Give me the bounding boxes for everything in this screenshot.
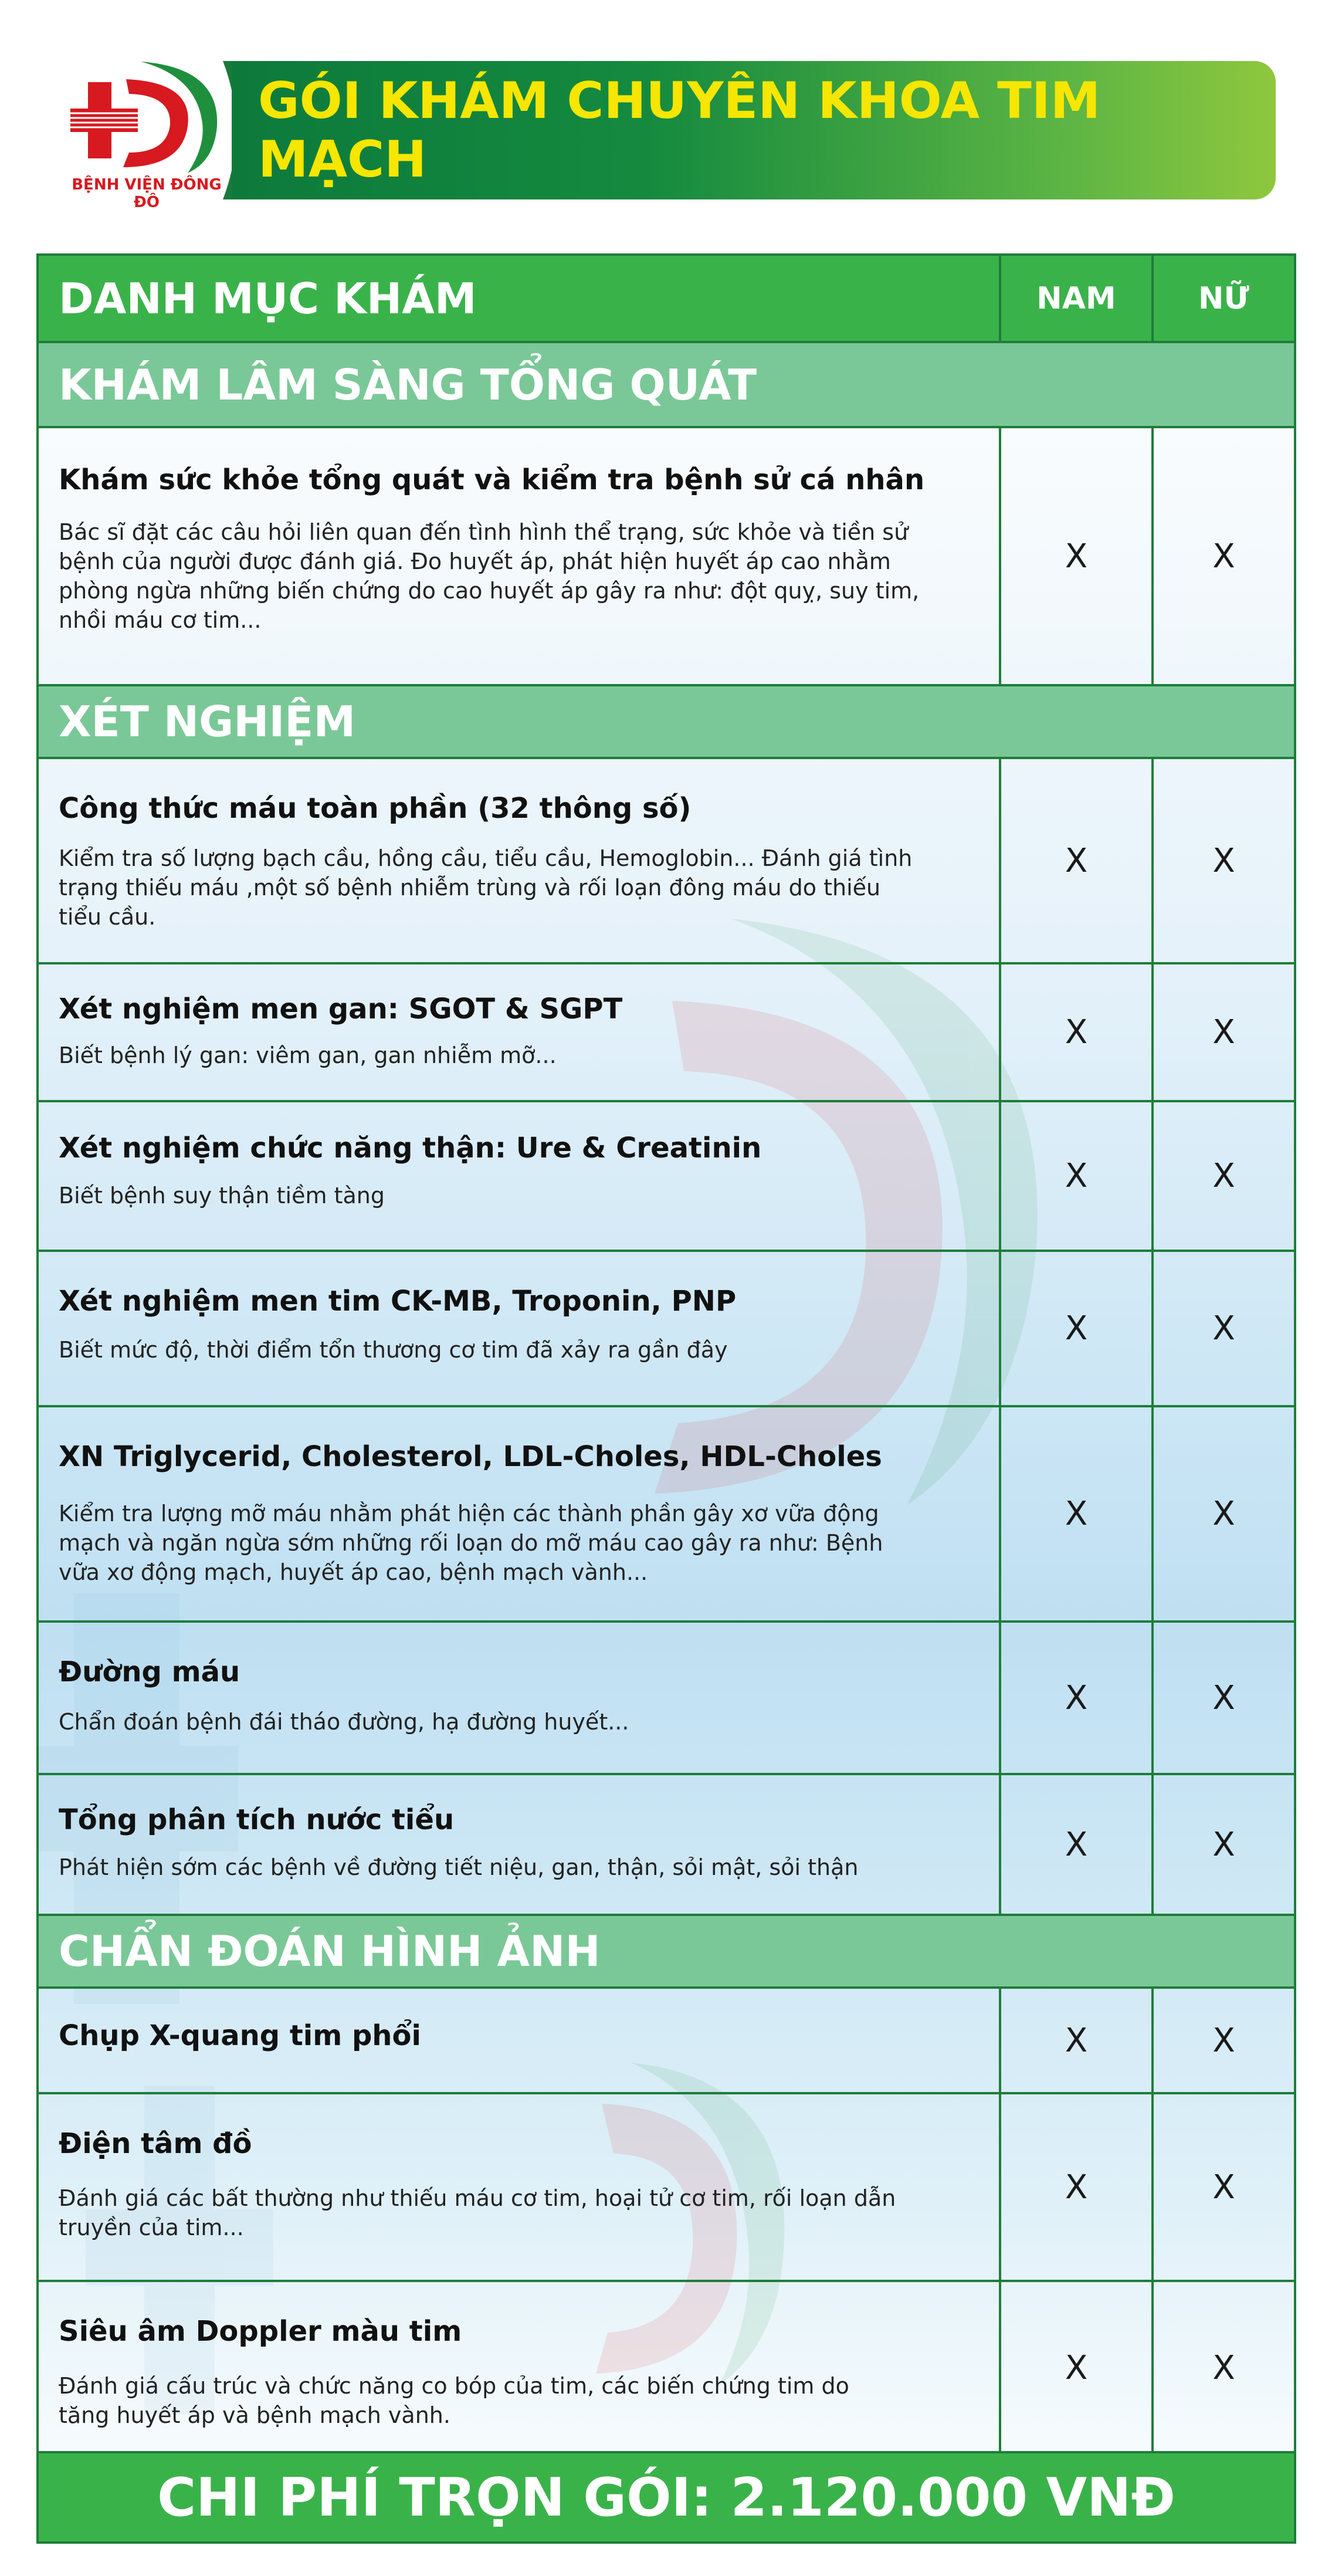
female-cell	[1151, 2094, 1294, 2280]
item-description	[59, 1041, 974, 1070]
description-line: Biết mức độ, thời điểm tổn thương cơ tim đã xảy ra gần đây	[59, 1337, 728, 1363]
male-mark: X	[1065, 1825, 1088, 1864]
female-mark: X	[1212, 841, 1235, 880]
item-cell	[39, 1989, 999, 2092]
section-title: KHÁM LÂM SÀNG TỔNG QUÁT	[59, 360, 757, 409]
item-title: Xét nghiệm chức năng thận: Ure & Creatinin	[59, 1132, 762, 1165]
item-description	[59, 2184, 974, 2242]
male-mark: X	[1065, 2168, 1088, 2206]
male-header: NAM	[1036, 280, 1116, 316]
item-description	[59, 1499, 974, 1587]
male-cell	[999, 428, 1151, 684]
male-mark: X	[1065, 1013, 1088, 1051]
male-cell	[999, 1623, 1151, 1773]
male-mark: X	[1065, 841, 1088, 880]
male-mark: X	[1065, 1495, 1088, 1533]
male-cell	[999, 1407, 1151, 1620]
item-cell	[39, 1775, 999, 1914]
item-title: Chụp X-quang tim phổi	[59, 2019, 421, 2052]
hospital-logo-icon	[70, 59, 223, 176]
male-header-cell	[999, 256, 1151, 341]
female-cell	[1151, 428, 1294, 684]
description-line: nhồi máu cơ tim...	[59, 607, 262, 633]
male-mark: X	[1065, 2021, 1088, 2060]
female-mark: X	[1212, 1678, 1235, 1717]
item-title: Điện tâm đồ	[59, 2127, 252, 2160]
male-mark: X	[1065, 2348, 1088, 2387]
item-cell	[39, 1252, 999, 1405]
table-row	[39, 1100, 1294, 1250]
item-title: Khám sức khỏe tổng quát và kiểm tra bệnh sử cá nhân	[59, 463, 925, 496]
item-cell	[39, 1102, 999, 1250]
table-row	[39, 1773, 1294, 1914]
female-mark: X	[1212, 1309, 1235, 1348]
description-line: trạng thiếu máu ,một số bệnh nhiễm trùng và rối loạn đông máu do thiếu	[59, 875, 881, 901]
male-cell	[999, 1252, 1151, 1405]
table-header-row	[39, 256, 1294, 341]
item-description	[59, 1853, 974, 1882]
female-mark: X	[1212, 1157, 1235, 1195]
table-row	[39, 1986, 1294, 2092]
item-description	[59, 844, 974, 932]
female-cell	[1151, 1407, 1294, 1620]
female-cell	[1151, 1989, 1294, 2092]
category-header-cell	[39, 256, 999, 341]
description-line: Phát hiện sớm các bệnh về đường tiết niệu, gan, thận, sỏi mật, sỏi thận	[59, 1854, 859, 1880]
description-line: Biết bệnh suy thận tiềm tàng	[59, 1183, 385, 1209]
table-row	[39, 2092, 1294, 2280]
female-mark: X	[1212, 2021, 1235, 2060]
item-cell	[39, 1623, 999, 1773]
male-cell	[999, 1775, 1151, 1914]
item-cell	[39, 2282, 999, 2453]
item-description	[59, 1181, 974, 1210]
section-clinical-exam	[39, 341, 1294, 426]
female-cell	[1151, 1623, 1294, 1773]
section-imaging	[39, 1914, 1294, 1986]
item-title: Siêu âm Doppler màu tim	[59, 2315, 462, 2348]
description-line: mạch và ngăn ngừa sớm những rối loạn do mỡ máu cao gây ra như: Bệnh	[59, 1530, 883, 1556]
description-line: Đánh giá các bất thường như thiếu máu cơ tim, hoại tử cơ tim, rối loạn dẫn	[59, 2185, 896, 2211]
male-cell	[999, 1102, 1151, 1250]
package-price: CHI PHÍ TRỌN GÓI: 2.120.000 VNĐ	[36, 2451, 1296, 2544]
item-cell	[39, 1407, 999, 1620]
item-cell	[39, 964, 999, 1100]
exam-table	[36, 253, 1296, 2544]
section-title: CHẨN ĐOÁN HÌNH ẢNH	[59, 1927, 601, 1976]
hospital-name: BỆNH VIỆN ĐÔNG ĐÔ	[72, 176, 222, 211]
female-cell	[1151, 1775, 1294, 1914]
description-line: Đánh giá cấu trúc và chức năng co bóp của tim, các biến chứng tim do	[59, 2373, 849, 2399]
description-line: phòng ngừa những biến chứng do cao huyết áp gây ra như: đột quỵ, suy tim,	[59, 578, 920, 604]
item-title: Đường máu	[59, 1656, 240, 1688]
description-line: Bác sĩ đặt các câu hỏi liên quan đến tình hình thể trạng, sức khỏe và tiền sử	[59, 519, 909, 545]
female-cell	[1151, 759, 1294, 962]
item-title: Xét nghiệm men gan: SGOT & SGPT	[59, 993, 623, 1025]
description-line: bệnh của người được đánh giá. Đo huyết áp, phát hiện huyết áp cao nhằm	[59, 549, 891, 574]
male-mark: X	[1065, 1678, 1088, 1717]
item-title: Công thức máu toàn phần (32 thông số)	[59, 792, 692, 825]
description-line: Kiểm tra lượng mỡ máu nhằm phát hiện các thành phần gây xơ vữa động	[59, 1501, 879, 1526]
description-line: truyền của tim...	[59, 2215, 244, 2240]
item-cell	[39, 2094, 999, 2280]
female-mark: X	[1212, 2348, 1235, 2387]
section-lab-tests	[39, 684, 1294, 757]
item-title: Xét nghiệm men tim CK-MB, Troponin, PNP	[59, 1285, 737, 1318]
page-title: GÓI KHÁM CHUYÊN KHOA TIM MẠCH	[258, 72, 1101, 189]
hospital-logo	[70, 59, 223, 211]
page-header	[0, 0, 1332, 235]
item-description	[59, 2371, 974, 2430]
description-line: tăng huyết áp và bệnh mạch vành.	[59, 2402, 450, 2428]
item-cell	[39, 759, 999, 962]
male-mark: X	[1065, 1309, 1088, 1348]
description-line: vữa xơ động mạch, huyết áp cao, bệnh mạch vành...	[59, 1559, 648, 1585]
female-header: NỮ	[1198, 280, 1249, 316]
male-cell	[999, 2282, 1151, 2453]
male-mark: X	[1065, 537, 1088, 576]
table-row	[39, 1405, 1294, 1620]
female-cell	[1151, 1252, 1294, 1405]
male-cell	[999, 964, 1151, 1100]
table-row	[39, 1620, 1294, 1773]
female-mark: X	[1212, 537, 1235, 576]
table-row	[39, 2280, 1294, 2453]
male-cell	[999, 759, 1151, 962]
item-description	[59, 517, 974, 635]
table-row	[39, 1250, 1294, 1405]
item-description	[59, 1707, 974, 1736]
description-line: Chẩn đoán bệnh đái tháo đường, hạ đường huyết...	[59, 1709, 629, 1735]
description-line: tiểu cầu.	[59, 904, 156, 930]
male-cell	[999, 2094, 1151, 2280]
description-line: Biết bệnh lý gan: viêm gan, gan nhiễm mỡ...	[59, 1042, 557, 1068]
female-cell	[1151, 1102, 1294, 1250]
table-row	[39, 757, 1294, 962]
male-mark: X	[1065, 1157, 1088, 1195]
item-cell	[39, 428, 999, 684]
item-description	[59, 1335, 974, 1365]
female-mark: X	[1212, 2168, 1235, 2206]
female-cell	[1151, 2282, 1294, 2453]
table-row	[39, 426, 1294, 684]
item-title: XN Triglycerid, Cholesterol, LDL-Choles, HDL-Choles	[59, 1440, 882, 1473]
section-title: XÉT NGHIỆM	[59, 697, 356, 746]
female-mark: X	[1212, 1825, 1235, 1864]
description-line: Kiểm tra số lượng bạch cầu, hồng cầu, tiểu cầu, Hemoglobin... Đánh giá tình	[59, 845, 913, 871]
table-row	[39, 962, 1294, 1100]
female-cell	[1151, 964, 1294, 1100]
category-header: DANH MỤC KHÁM	[59, 273, 477, 323]
male-cell	[999, 1989, 1151, 2092]
female-mark: X	[1212, 1013, 1235, 1051]
item-title: Tổng phân tích nước tiểu	[59, 1803, 455, 1836]
female-header-cell	[1151, 256, 1294, 341]
female-mark: X	[1212, 1495, 1235, 1533]
